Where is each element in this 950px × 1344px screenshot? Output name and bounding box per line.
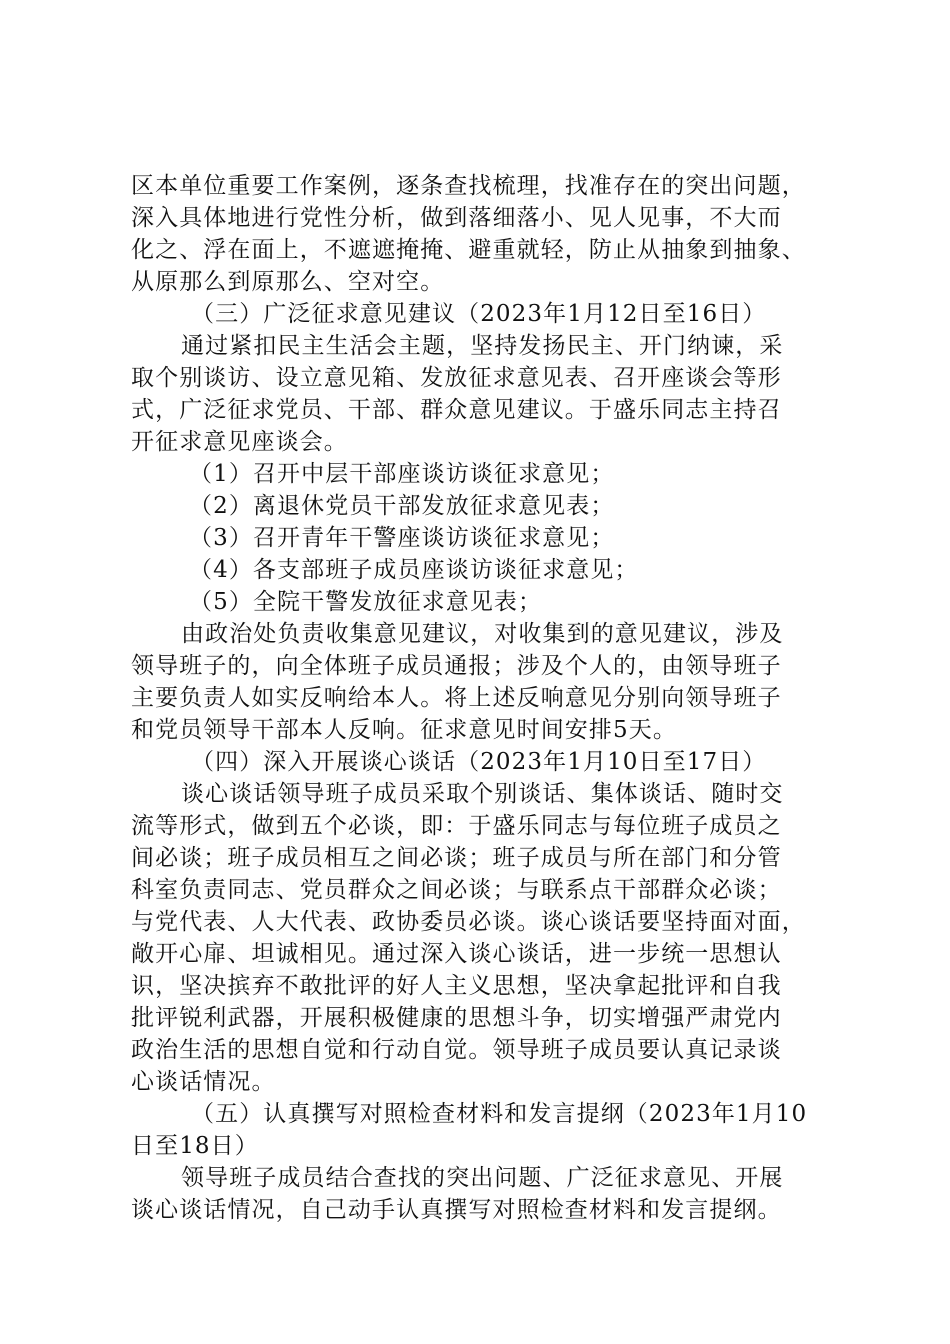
text-line: 批评锐利武器，开展积极健康的思想斗争，切实增强严肃党内: [131, 1005, 782, 1031]
text-line: 深入具体地进行党性分析，做到落细落小、见人见事，不大而: [131, 205, 782, 231]
text-line: 与党代表、人大代表、政协委员必谈。谈心谈话要坚持面对面，: [131, 909, 806, 935]
text-line: 识，坚决摈弃不敢批评的好人主义思想，坚决拿起批评和自我: [131, 973, 782, 999]
section-3-heading: （三）广泛征求意见建议（2023年1月12日至16日）: [191, 301, 767, 327]
text-line: 主要负责人如实反响给本人。将上述反响意见分别向领导班子: [131, 685, 782, 711]
section-3-body: [131, 330, 831, 458]
text-line: 化之、浮在面上，不遮遮掩掩、避重就轻，防止从抽象到抽象、: [131, 237, 806, 263]
section-5-body: [131, 1162, 831, 1226]
intro-paragraph: [131, 170, 831, 298]
text-line: 和党员领导干部本人反响。征求意见时间安排5天。: [131, 717, 677, 743]
text-line: 谈心谈话领导班子成员采取个别谈话、集体谈话、随时交: [181, 781, 784, 807]
document-body: [131, 170, 831, 1226]
text-line: 区本单位重要工作案例，逐条查找梳理，找准存在的突出问题，: [131, 173, 806, 199]
text-line: 科室负责同志、党员群众之间必谈；与联系点干部群众必谈；: [131, 877, 782, 903]
list-item: （3）召开青年干警座谈访谈征求意见；: [189, 525, 615, 551]
text-line: （五）认真撰写对照检查材料和发言提纲（2023年1月10: [191, 1101, 808, 1127]
text-line: 领导班子的，向全体班子成员通报；涉及个人的，由领导班子: [131, 653, 782, 679]
text-line: 领导班子成员结合查找的突出问题、广泛征求意见、开展: [181, 1165, 784, 1191]
list-item: （1）召开中层干部座谈访谈征求意见；: [189, 461, 615, 487]
text-line: 取个别谈访、设立意见箱、发放征求意见表、召开座谈会等形: [131, 365, 782, 391]
section-4-body: [131, 778, 831, 1098]
text-line: 敞开心扉、坦诚相见。通过深入谈心谈话，进一步统一思想认: [131, 941, 782, 967]
list-item: （2）离退休党员干部发放征求意见表；: [189, 493, 615, 519]
text-line: 由政治处负责收集意见建议，对收集到的意见建议，涉及: [181, 621, 784, 647]
text-line: 通过紧扣民主生活会主题，坚持发扬民主、开门纳谏，采: [181, 333, 784, 359]
section-3-list: [131, 458, 831, 618]
text-line: 间必谈；班子成员相互之间必谈；班子成员与所在部门和分管: [131, 845, 782, 871]
section-4-heading: （四）深入开展谈心谈话（2023年1月10日至17日）: [191, 749, 767, 775]
section-3-followup: [131, 618, 831, 746]
section-5-heading: [131, 1098, 831, 1162]
text-line: 从原那么到原那么、空对空。: [131, 269, 445, 295]
list-item: （4）各支部班子成员座谈访谈征求意见；: [189, 557, 639, 583]
text-line: 政治生活的思想自觉和行动自觉。领导班子成员要认真记录谈: [131, 1037, 782, 1063]
text-line: 日至18日）: [131, 1133, 259, 1159]
text-line: 心谈话情况。: [131, 1069, 276, 1095]
text-line: 开征求意见座谈会。: [131, 429, 348, 455]
text-line: 式，广泛征求党员、干部、群众意见建议。于盛乐同志主持召: [131, 397, 782, 423]
text-line: 谈心谈话情况，自己动手认真撰写对照检查材料和发言提纲。: [131, 1197, 782, 1223]
text-line: 流等形式，做到五个必谈，即：于盛乐同志与每位班子成员之: [131, 813, 782, 839]
list-item: （5）全院干警发放征求意见表；: [189, 589, 543, 615]
